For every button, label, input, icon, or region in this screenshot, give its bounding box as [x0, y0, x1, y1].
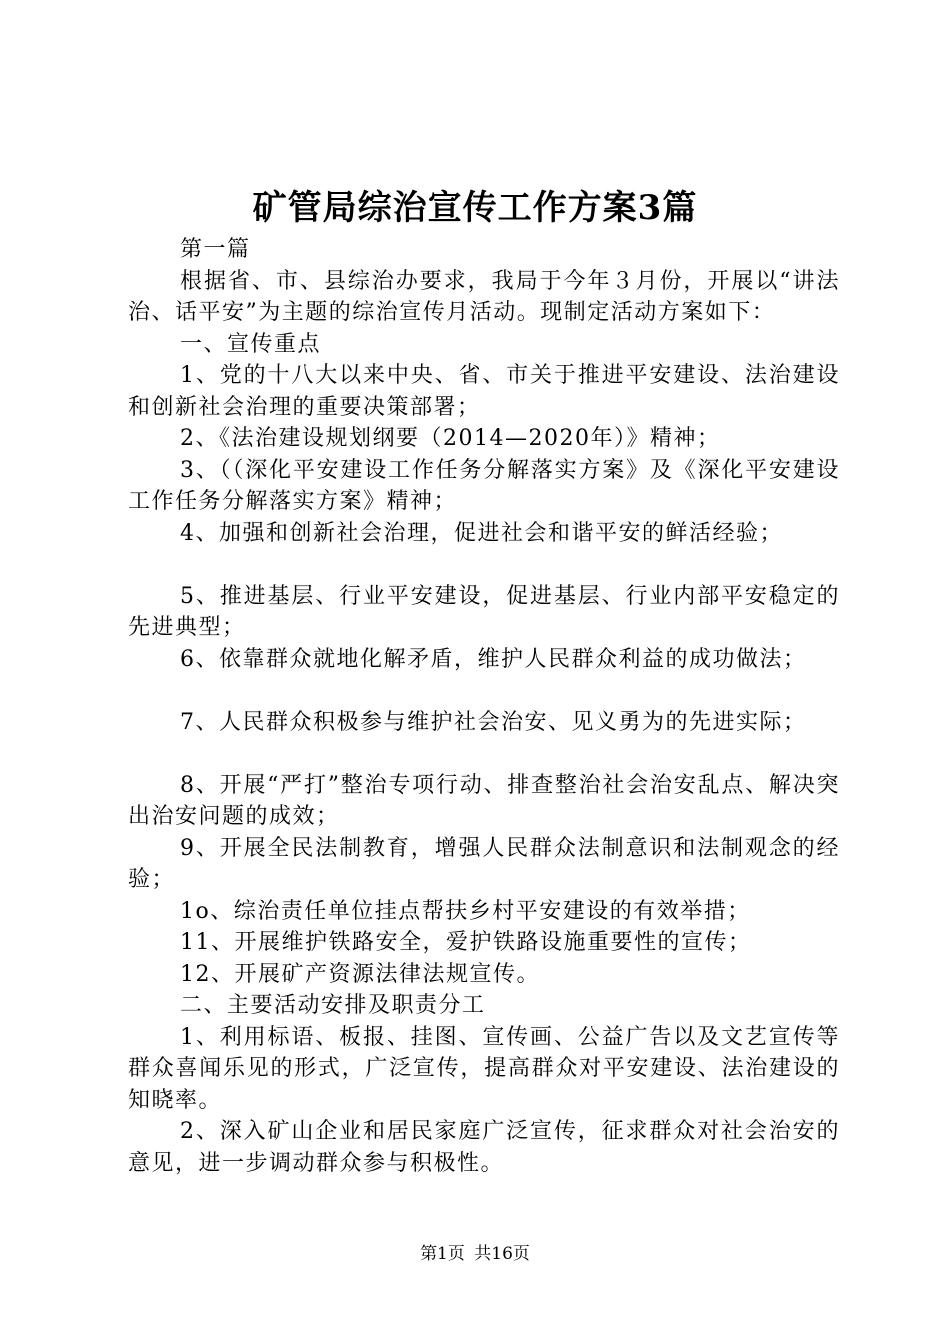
paragraph: 5、推进基层、行业平安建设，促进基层、行业内部平安稳定的先进典型；: [128, 583, 840, 640]
paragraph: 7、人民群众积极参与维护社会治安、见义勇为的先进实际；: [180, 709, 807, 735]
paragraph: 1、利用标语、板报、挂图、宣传画、公益广告以及文艺宣传等群众喜闻乐见的形式，广泛宣传，提高群众对平安建设、法治建设的知晓率。: [128, 1024, 840, 1113]
paragraph: 根据省、市、县综治办要求，我局于今年３月份，开展以“讲法治、话平安”为主题的综治宣传月活动。现制定活动方案如下：: [128, 268, 840, 325]
paragraph: 11、开展维护铁路安全，爱护铁路设施重要性的宣传；: [180, 930, 752, 955]
paragraph: 第一篇: [180, 237, 251, 262]
page-footer: [0, 1242, 950, 1266]
paragraph: 12、开展矿产资源法律法规宣传。: [180, 961, 540, 987]
paragraph: 二、主要活动安排及职责分工: [180, 993, 486, 1018]
page-total: 共16页: [474, 1244, 530, 1264]
paragraph: 3、（（深化平安建设工作任务分解落实方案》及《深化平安建设工作任务分解落实方案》精神；: [128, 457, 840, 514]
blank-line: [128, 675, 840, 707]
paragraph: 一、宣传重点: [180, 331, 322, 357]
paragraph: 1o、综治责任单位挂点帮扶乡村平安建设的有效举措；: [180, 898, 751, 924]
paragraph: 6、依靠群众就地化解矛盾，维护人民群众利益的成功做法；: [180, 646, 807, 672]
paragraph: 8、开展“严打”整治专项行动、排查整治社会治安乱点、解决突出治安问题的成效；: [128, 772, 840, 829]
paragraph: 2、《法治建设规划纲要（2014—2020年）》精神；: [180, 426, 721, 451]
blank-line: [128, 549, 840, 581]
paragraph: 1、党的十八大以来中央、省、市关于推进平安建设、法治建设和创新社会治理的重要决策部署；: [128, 363, 840, 420]
paragraph: 9、开展全民法制教育，增强人民群众法制意识和法制观念的经验；: [128, 835, 840, 892]
document-body: [128, 234, 840, 1179]
paragraph: 2、深入矿山企业和居民家庭广泛宣传，征求群众对社会治安的意见，进一步调动群众参与积极性。: [128, 1119, 840, 1176]
paragraph: 4、加强和创新社会治理，促进社会和谐平安的鲜活经验；: [180, 520, 783, 546]
page-number: 第1页: [420, 1244, 465, 1264]
document-title: 矿管局综治宣传工作方案3篇: [252, 188, 698, 228]
blank-line: [128, 738, 840, 770]
